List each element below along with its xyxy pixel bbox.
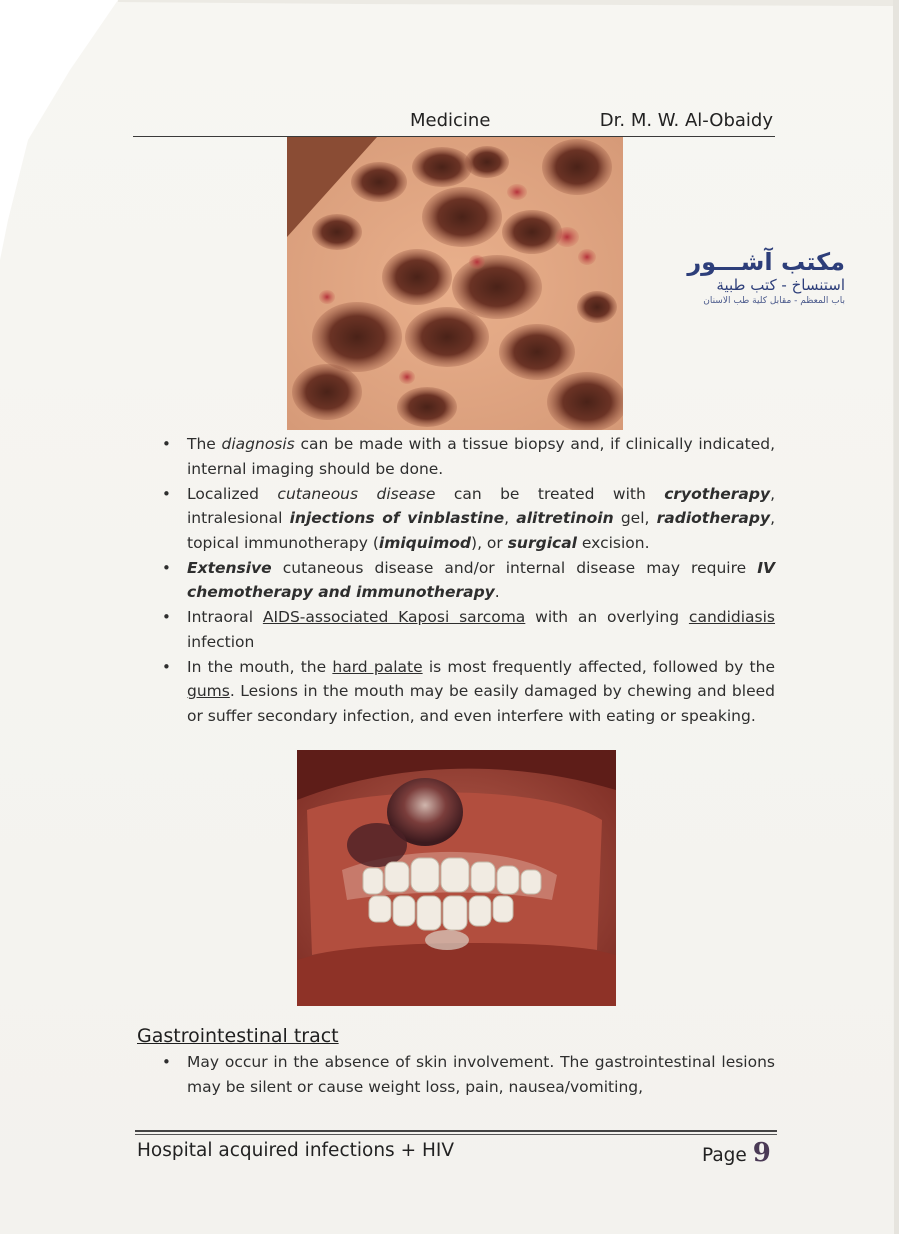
page-number: 9 <box>752 1138 771 1168</box>
kaposi-skin-lesions-photo <box>287 137 623 430</box>
footer-divider-thin <box>135 1134 777 1135</box>
copy-shop-stamp <box>660 248 845 320</box>
bullet-icon: • <box>162 1053 171 1071</box>
list-item: • Localized cutaneous disease can be treated with cryotherapy, intralesional injections of vinblastine, alitretinoin gel, radiotherapy, topical immunotherapy (imiquimod), or surgical excision. <box>160 482 775 556</box>
bullet-icon: • <box>162 484 171 503</box>
bullet-icon: • <box>162 435 171 453</box>
bullet-list-kaposi <box>160 432 775 729</box>
footer-divider <box>135 1130 777 1132</box>
page-number-block <box>702 1138 771 1168</box>
link-candidiasis[interactable]: candidiasis <box>688 608 776 626</box>
list-item: • Intraoral AIDS-associated Kaposi sarcoma with an overlying candidiasis infection <box>160 605 775 654</box>
link-kaposi-sarcoma[interactable]: AIDS-associated Kaposi sarcoma <box>262 608 526 626</box>
bullet-list-gi <box>160 1050 775 1100</box>
stamp-line-3: باب المعظم - مقابل كلية طب الاسنان <box>703 296 845 306</box>
link-hard-palate[interactable]: hard palate <box>332 657 423 676</box>
bullet-icon: • <box>162 558 171 577</box>
list-item: • In the mouth, the hard palate is most frequently affected, followed by the gums. Lesions in the mouth may be easily damaged by chewing and bleed or suffer secondary infection, and even interfere with eating or speaking. <box>160 655 775 729</box>
bullet-icon: • <box>162 657 171 676</box>
stamp-line-2: استنساخ - كتب طبية <box>716 276 845 294</box>
stamp-line-1: مكتب آشـــور <box>687 248 845 276</box>
page-header <box>133 108 775 137</box>
page-label: Page <box>702 1145 747 1166</box>
link-gums[interactable]: gums <box>187 682 230 700</box>
list-item: • Extensive cutaneous disease and/or internal disease may require IV chemotherapy and immunotherapy. <box>160 556 775 605</box>
intraoral-kaposi-photo <box>297 750 616 1006</box>
list-item: • The diagnosis can be made with a tissue biopsy and, if clinically indicated, internal imaging should be done. <box>160 432 775 481</box>
bullet-icon: • <box>162 608 171 626</box>
list-item: • May occur in the absence of skin involvement. The gastrointestinal lesions may be silent or cause weight loss, pain, nausea/vomiting, <box>160 1050 775 1099</box>
header-subject: Medicine <box>410 110 491 131</box>
section-title-gastrointestinal: Gastrointestinal tract <box>137 1025 339 1047</box>
footer-title: Hospital acquired infections + HIV <box>137 1140 454 1161</box>
header-author: Dr. M. W. Al-Obaidy <box>599 110 773 131</box>
